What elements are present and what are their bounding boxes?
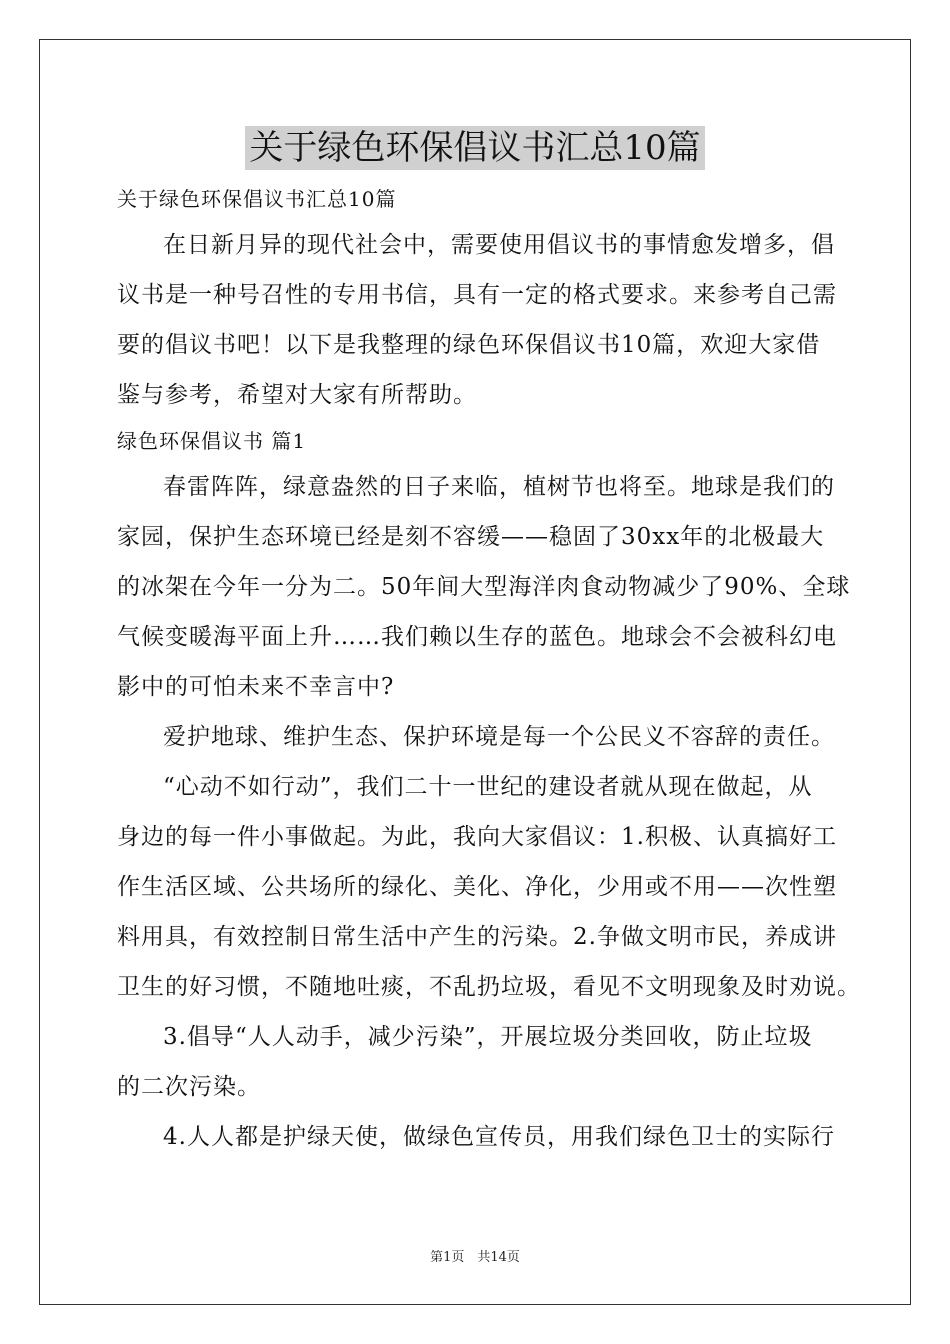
page-footer: 第1页 共14页 [430, 1250, 520, 1265]
text-line: 关于绿色环保倡议书汇总10篇 [117, 187, 397, 211]
text-line: 气候变暖海平面上升……我们赖以生存的蓝色。地球会不会被科幻电 [117, 624, 837, 650]
title-container [0, 126, 950, 170]
text-line: 料用具，有效控制日常生活中产生的污染。2.争做文明市民，养成讲 [117, 924, 837, 950]
text-line: 爱护地球、维护生态、保护环境是每一个公民义不容辞的责任。 [163, 724, 835, 750]
text-line: 议书是一种号召性的专用书信，具有一定的格式要求。来参考自己需 [117, 282, 837, 308]
document-title: 关于绿色环保倡议书汇总10篇 [245, 126, 704, 170]
text-line: 要的倡议书吧！以下是我整理的绿色环保倡议书10篇，欢迎大家借 [117, 332, 821, 358]
text-line: 卫生的好习惯，不随地吐痰，不乱扔垃圾，看见不文明现象及时劝说。 [117, 974, 861, 1000]
text-line: 的冰架在今年一分为二。50年间大型海洋肉食动物减少了90%、全球 [117, 574, 851, 600]
text-line: “心动不如行动”，我们二十一世纪的建设者就从现在做起，从 [163, 774, 813, 800]
text-line: 作生活区域、公共场所的绿化、美化、净化，少用或不用——次性塑 [117, 874, 837, 900]
text-line: 鉴与参考，希望对大家有所帮助。 [117, 382, 477, 408]
text-line: 家园，保护生态环境已经是刻不容缓——稳固了30xx年的北极最大 [117, 524, 825, 550]
text-line: 影中的可怕未来不幸言中? [117, 674, 395, 700]
text-line: 的二次污染。 [117, 1074, 261, 1100]
text-line: 在日新月异的现代社会中，需要使用倡议书的事情愈发增多，倡 [163, 232, 835, 258]
text-line: 3.倡导“人人动手，减少污染”，开展垃圾分类回收，防止垃圾 [163, 1024, 813, 1050]
text-line: 身边的每一件小事做起。为此，我向大家倡议：1.积极、认真搞好工 [117, 824, 837, 850]
text-line: 绿色环保倡议书 篇1 [117, 429, 307, 453]
text-line: 春雷阵阵，绿意盎然的日子来临，植树节也将至。地球是我们的 [163, 474, 835, 500]
text-line: 4.人人都是护绿天使，做绿色宣传员，用我们绿色卫士的实际行 [163, 1124, 835, 1150]
document-body [117, 178, 861, 1162]
